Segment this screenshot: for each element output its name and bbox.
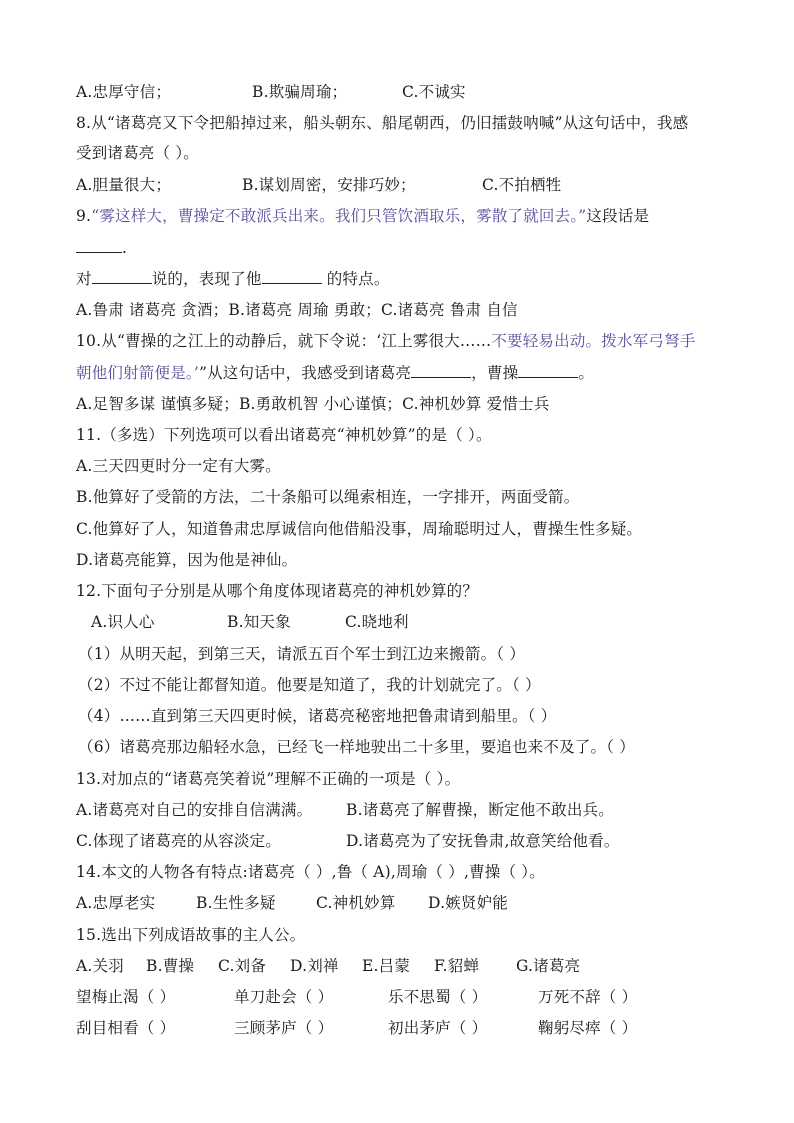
q9-quote: “雾这样大，曹操定不敢派兵出来。我们只管饮酒取乐，雾散了就回去。”	[91, 207, 587, 225]
q9-line1	[76, 206, 649, 226]
q13-title: 13.对加点的“诸葛亮笑着说”理解不正确的一项是（ ）。	[76, 770, 461, 788]
q12-sentence-1: （1）从明天起，到第三天，请派五百个军士到江边来搬箭。（ ）	[78, 645, 526, 663]
q15-option-d: D.刘禅	[290, 957, 339, 975]
q10-line2	[76, 362, 594, 383]
q12-title: 12.下面句子分别是从哪个角度体现诸葛亮的神机妙算的？	[76, 582, 479, 600]
q13-row2	[76, 831, 620, 851]
q11-option-b: B.他算好了受箭的方法，二十条船可以绳索相连，一字排开，两面受箭。	[76, 488, 580, 506]
q9-end-mark: .	[122, 239, 128, 257]
q15-option-a: A.关羽	[76, 957, 124, 975]
q9-blank-1[interactable]	[76, 237, 122, 253]
q15-option-b: B.曹操	[146, 957, 195, 975]
q15-idiom-2: 单刀赴会（ ）	[234, 988, 334, 1006]
q14-title: 14.本文的人物各有特点:诸葛亮（ ）,鲁（ A),周瑜（ ）,曹操（ ）。	[76, 863, 545, 881]
q14-options	[76, 893, 508, 913]
q12-sentence-4: （4）……直到第三天四更时候，诸葛亮秘密地把鲁肃请到船里。（ ）	[78, 707, 557, 725]
q15-option-e: E.吕蒙	[362, 957, 411, 975]
q9-line3	[76, 268, 390, 289]
q15-title: 15.选出下列成语故事的主人公。	[76, 926, 306, 944]
q12-sentence-6: （6）诸葛亮那边船轻水急，已经飞一样地驶出二十多里，要追也来不及了。（ ）	[78, 738, 635, 756]
q13-option-a: A.诸葛亮对自己的安排自信满满。	[76, 801, 313, 819]
q7-option-c: C.不诚实	[402, 83, 466, 101]
q14-option-c: C.神机妙算	[316, 894, 396, 912]
q12-options	[91, 612, 409, 632]
q8-line2: 受到诸葛亮（ ）。	[76, 144, 199, 162]
q9-line3-post: 的特点。	[321, 270, 390, 288]
q15-idiom-7: 初出茅庐（ ）	[388, 1019, 488, 1037]
q12-option-c: C.晓地利	[345, 613, 409, 631]
q15-idiom-1: 望梅止渴（ ）	[76, 988, 176, 1006]
q12-sentence-2: （2）不过不能让都督知道。他要是知道了，我的计划就完了。（ ）	[78, 676, 541, 694]
q15-option-g: G.诸葛亮	[516, 957, 581, 975]
q13-row1	[76, 800, 614, 820]
q14-option-b: B.生性多疑	[196, 894, 276, 912]
q15-idiom-row-2	[76, 1018, 637, 1038]
q12-option-a: A.识人心	[91, 613, 155, 631]
q11-title: 11.（多选）下列选项可以看出诸葛亮“神机妙算”的是（ ）。	[76, 426, 492, 444]
q8-option-a: A.胆量很大；	[76, 176, 172, 194]
q8-option-c: C.不拍栖牲	[482, 176, 562, 194]
q8-option-b: B.谋划周密，安排巧妙；	[242, 176, 416, 194]
q9-tail: 这段话是	[586, 207, 650, 225]
q9-line3-mid: 说的，表现了他	[151, 270, 262, 288]
q13-option-c: C.体现了诸葛亮的从容淡定。	[76, 832, 282, 850]
q9-blank-2[interactable]	[92, 268, 152, 284]
q10-blank-2[interactable]	[518, 362, 578, 378]
q8-line1: 8.从“诸葛亮又下令把船掉过来，船头朝东、船尾朝西，仍旧擂鼓呐喊”从这句话中，我感	[76, 114, 689, 132]
q9-options: A.鲁肃 诸葛亮 贪酒；B.诸葛亮 周瑜 勇敢；C.诸葛亮 鲁肃 自信	[76, 301, 518, 319]
q9-number: 9.	[76, 207, 92, 225]
q10-line1-plain: 10.从“曹操的之江上的动静后，就下令说：‘江上雾很大……	[76, 332, 492, 350]
q11-option-d: D.诸葛亮能算，因为他是神仙。	[76, 551, 298, 569]
q13-option-b: B.诸葛亮了解曹操，断定他不敢出兵。	[346, 801, 614, 819]
q11-option-a: A.三天四更时分一定有大雾。	[76, 457, 281, 475]
q10-line1-purple: 不要轻易出动。拨水军弓弩手	[491, 332, 696, 350]
q7-option-b: B.欺骗周瑜；	[252, 83, 348, 101]
q10-blank-1[interactable]	[411, 362, 471, 378]
q10-line2-plain-b: ，曹操	[471, 364, 519, 382]
q15-options	[76, 956, 580, 976]
q9-line3-pre: 对	[76, 270, 92, 288]
q13-option-d: D.诸葛亮为了安抚鲁肃,故意笑给他看。	[346, 832, 620, 850]
q10-line2-purple: 朝他们射箭便是。’	[76, 364, 199, 382]
q10-line2-plain-a: ”从这句话中，我感受到诸葛亮	[198, 364, 412, 382]
q9-line2	[76, 237, 127, 258]
q15-option-f: F.貂蝉	[434, 957, 480, 975]
q15-idiom-3: 乐不思蜀（ ）	[388, 988, 488, 1006]
q7-options	[76, 82, 466, 102]
q12-option-b: B.知天象	[227, 613, 291, 631]
q8-options	[76, 175, 561, 195]
q15-idiom-row-1	[76, 987, 637, 1007]
q10-options: A.足智多谋 谨慎多疑；B.勇敢机智 小心谨慎；C.神机妙算 爱惜士兵	[76, 395, 550, 413]
q14-option-a: A.忠厚老实	[76, 894, 156, 912]
q15-idiom-4: 万死不辞（ ）	[538, 988, 638, 1006]
q11-option-c: C.他算好了人，知道鲁肃忠厚诚信向他借船没事，周瑜聪明过人，曹操生性多疑。	[76, 520, 643, 538]
q10-line1	[76, 331, 695, 351]
q15-idiom-5: 刮目相看（ ）	[76, 1019, 176, 1037]
q15-idiom-8: 鞠躬尽瘁（ ）	[538, 1019, 638, 1037]
q7-option-a: A.忠厚守信；	[76, 83, 172, 101]
q10-line2-end: 。	[578, 364, 595, 382]
q15-idiom-6: 三顾茅庐（ ）	[234, 1019, 334, 1037]
q15-option-c: C.刘备	[218, 957, 267, 975]
q9-blank-3[interactable]	[262, 268, 322, 284]
q14-option-d: D.嫉贤妒能	[428, 894, 509, 912]
